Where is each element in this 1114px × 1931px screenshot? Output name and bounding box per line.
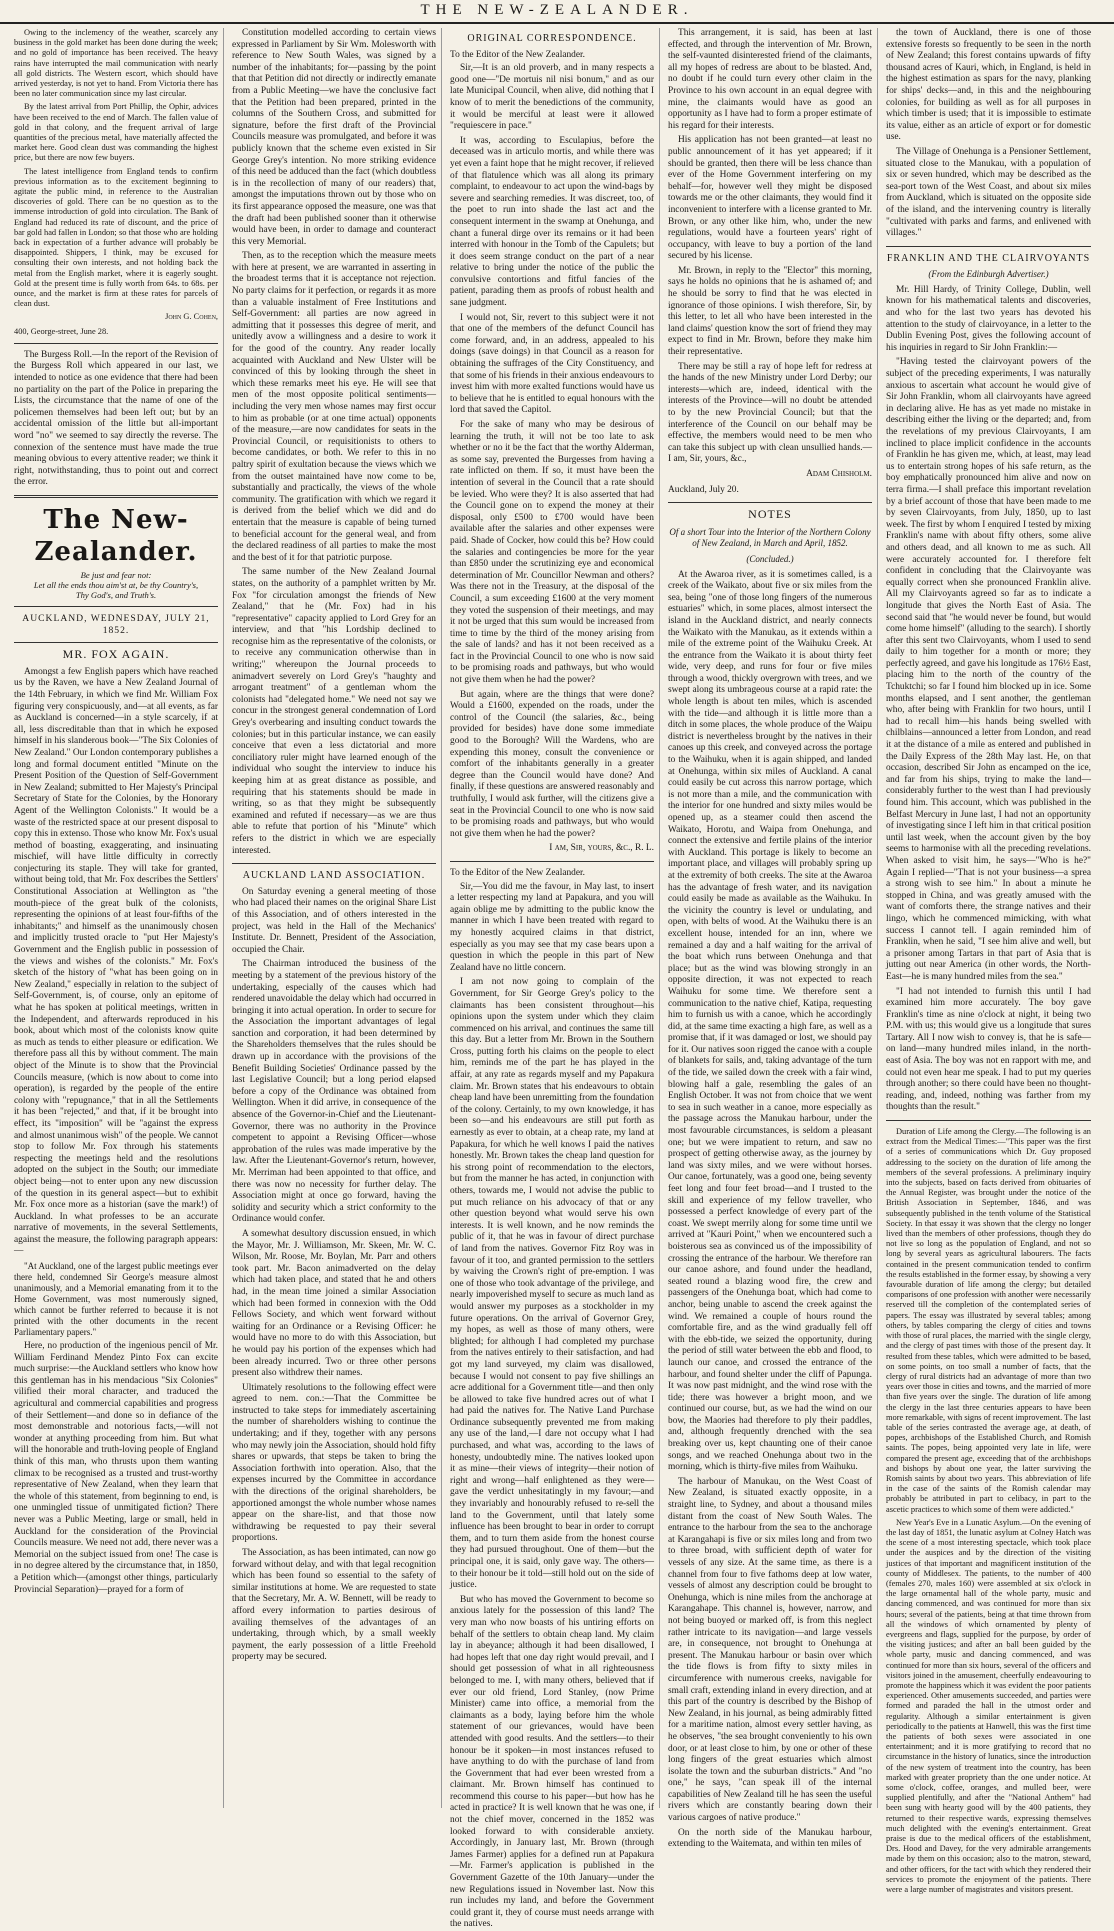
article-paragraph: Then, as to the reception which the measure meets with here at present, we are warranted in asserting in the broadest terms that it is acceptance not rejection. No party claims for it perfection, or regards it as more than a valuable instalment of Free Institutions and Self-Government: all parties are now agreed in admitting that it possesses this degree of merit, and unitedly avow a willingness and a desire to work it for the good of the country. Any reader locally acquainted with Auckland and New Ulster will be convinced of this by looking through the sheet in which these remarks meet his eye. He will see that men of the most opposite political sentiments—including the very men whose names may first occur to him as probable (or at one time actual) opponents of the measure,—are now candidates for seats in the Provincial Council, or requisitionists to others to become candidates, or both. We refer to this in no paltry spirit of exultation because the views which we from the outset maintained have now come to be, substantially and practically, the views of the whole community. The gratification with which we regard it is derived from the belief which we did and do entertain that the measure is capable of being turned to beneficial account for the general weal, and from the declared readiness of all parties to make the most and the best of it for that patriotic purpose. xyxy=(232,251,436,563)
article-paragraph: "Having tested the clairvoyant powers of the subject of the preceding experiments, I was naturally anxious to ascertain what account he would give of Sir John Franklin, whom all clairvoyants have agreed in declaring alive. He has as yet made no mistake in describing either the living or the departed; and, from the revelations of my previous Clairvoyants, I am inclined to place implicit confidence in the accounts of Franklin he has given me, which, at least, may lead us to entertain strong hopes of his safe return, as the boy emphatically pronounced him alive and now on terra firma.—I shall preface this important revelation by a brief account of those that have been made to me by seven Clairvoyants, from July, 1850, up to last week. The first by whom I enquired I tested by mixing Franklin's name with about fifty others, some alive and others dead, and all known to me as such. All were accurately accounted for. I therefore felt confident in concluding that the Clairvoyante was equally correct when she pronounced Franklin alive. All my Clairvoyants agreed so far as to indicate a longitude that gives the North East of Asia. The second said that "he would never be found, but would come home himself" (alluding to the search). I shortly after this sent two Clairvoyants, whom I used to send daily to him together for a month or more; they perfectly agreed, and gave his longitude as 176½ East, placing him to the north of the country of the Tchuktchi; so far I found him blocked up in ice. Some months elapsed, and I sent another, the gentleman who, after being with Franklin for two hours, until I had to recall him—his hands being swelled with chilblains—announced a letter from London, and read it at the distance of a mile as entered and published in the Daily Express of the 28th May last. He, on that occasion, described Sir John as encamped on the ice, and far from his ships, trying to make the land—considerably further to the west than I had previously found him. This account, which was published in the Belfast Mercury in June last, I had not an opportunity of investigating since I left him in that critical position until last week, when the account given by the boy seems to harmonise with all the preceding revelations. When asked to visit him, he says—"Who is he?" Again I replied—"That is not your business—a sprea a strong wish to see him." In about a minute he stopped in China, and was greatly amused with the want of comforts there, the strange natives and their lingo, which he commenced mimicking, with what success I cannot tell. I again reminded him of Franklin, when he said, "I see him alive and well, but a prisoner among Tartars in that part of Asia that is jutting out near America (in other words, the North-East—he is many hundred miles from the sea." xyxy=(886,357,1091,982)
burgess-roll-paragraph: The Burgess Roll.—In the report of the Revision of the Burgess Roll which appeared in our last, we intended to notice as one evidence that there had been no partiality on the part of the Police in preparing the Lists, the circumstance that the name of one of the policemen themselves had been left out; but by an accidental omission of the little but all-important word "no" we seemed to say directly the reverse. The connexion of the sentence must have made the true meaning obvious to every attentive reader; we think it right, notwithstanding, thus to point out and correct the error. xyxy=(14,349,218,488)
gold-paragraph: The latest intelligence from England tends to confirm previous information as to the excitement beginning to agitate the public mind, in reference to the Australian discoveries of gold. There can be no question as to the immense introduction of gold into circulation. The Bank of England had reduced its rate of discount, and the price of bar gold had fallen in London; so that those who are holding back in expectation of a further advance will probably be disappointed. Shippers, I think, may be excused for consulting their own interests, and not holding back the metal from the English market, where it is eagerly sought. Gold at the present time is fully worth from 64s. to 68s. per ounce, and the market is firm at these rates for parcels of clean dust. xyxy=(14,166,218,309)
divider xyxy=(14,606,218,607)
column-4 xyxy=(668,28,878,1850)
gold-report xyxy=(14,28,218,337)
column-2 xyxy=(232,28,442,1808)
letter-signature: Adam Chisholm. xyxy=(806,468,872,479)
divider xyxy=(14,495,218,498)
article-heading: AUCKLAND LAND ASSOCIATION. xyxy=(242,870,426,882)
letter-paragraph: I would not, Sir, revert to this subject were it not that one of the members of the defunct Council has come forward, and, in an address, appealed to his doings (save doings) in that Council as a reason for obtaining the suffrages of the City Constituency, and that some of his friends in their anxious endeavours to invest him with more exalted functions would have us to believe that he is entitled to equal honours with the lord that saved the Capitol. xyxy=(450,312,654,416)
article-paragraph: Amongst a few English papers which have reached us by the Raven, we have a New Zealand Journal of the 14th February, in which we find Mr. William Fox figuring very conspicuously, and—at all events, as far as Auckland is concerned—in a style scarcely, if at all, less discreditable than that in which he exposed himself in his slanderous book—"The Six Colonies of New Zealand." Our London contemporary publishes a long and formal document entitled "Minute on the Present Position of the Question of Self-Government in New Zealand; submitted to Her Majesty's Principal Secretary of State for the Colonies, by the Honorary Agent of the Wellington Colonists." It would be a waste of the restricted space at our present disposal to copy this in extenso. Those who know Mr. Fox's usual method of boasting, exaggerating, and insinuating mischief, will have little difficulty in correctly conjecturing its staple. They will take for granted, without being told, that Mr. Fox describes the Settlers' Constitutional Association at Wellington as "the mouth-piece of the great bulk of the colonists, representing the opinions of at least four-fifths of the inhabitants;" and himself as the unanimously chosen and implicitly trusted oracle to "put Her Majesty's Government and the English public in possession of the views and wishes of the colonists." Mr. Fox's sketch of the history of "what has been going on in New Zealand," especially in relation to the subject of Self-Government, is, of course, only an epitome of what he has spoken at political meetings, written in the Independent, and afterwards reproduced in his book, about which most of the colonists know quite as much as tends to either pleasure or edification. We therefore pass all this by without comment. The main object of the Minute is to show that the Provincial Councils measure, (which is now about to come into operation), is regarded by the people of the entire colony with "repugnance," that in all the Settlements it has been "rejected," and that, if it be brought into effect, its "imposition" will be "against the express and almost unanimous wish" of the people. We cannot stop to follow Mr. Fox through his statements respecting the meetings held and the resolutions adopted on the subject in the South; our immediate object being—not to enter upon any new discussion of the question in its general aspect—but to exhibit Mr. Fox once more as a historian (save the mark!) of Auckland. In what professes to be an accurate narrative of movements, in the several Settlements, against the measure, the following paragraph appears:— xyxy=(14,666,218,1257)
letter-paragraph: Sir,—You did me the favour, in May last, to insert a letter respecting my land at Papakura, and you will again oblige me by admitting to the public know the manner in which I have been treated with regard to my honestly acquired claims in that district, especially as you may see that my case bears upon a question in which the people in this part of New Zealand have no little concern. xyxy=(450,881,654,973)
article-paragraph: the town of Auckland, there is one of those extensive forests so frequently to be seen in the north of New Zealand; this forest contains upwards of fifty thousand acres of Kauri, which, in England, is held in the highest estimation as spars for the navy, planking for ships' decks—and, in this and the neighbouring colonies, for building as well as for all purposes in which timber is used; that it is impossible to estimate its value, either as an article of export or for domestic use. xyxy=(886,28,1091,143)
article-paragraph: A somewhat desultory discussion ensued, in which the Mayor, Mr. J. Williamson, Mr. Skeen, Mr. W. C. Wilson, Mr. Roose, Mr. Boylan, Mr. Parr and others took part. Mr. Bacon animadverted on the delay which had taken place, and stated that he and others had, in the mean time joined a similar Association which had been formed in connexion with the Odd Fellows Society, and which went forward without waiting for an Ordinance or a Revising Officer: he would have no more to do with this Association, but he would pay his portion of the expenses which had been already incurred. Two or three other persons present also withdrew their names. xyxy=(232,1228,436,1379)
article-paragraph: On the north side of the Manukau harbour, extending to the Waitemata, and within ten miles of xyxy=(668,1827,872,1850)
section-heading: NOTES xyxy=(748,507,792,522)
motto-line: Thy God's, and Truth's. xyxy=(75,590,157,601)
divider xyxy=(886,246,1091,247)
divider xyxy=(232,863,436,864)
letter-paragraph: Sir,—It is an old proverb, and in many respects a good one—"De mortuis nil nisi bonum," and as our late Municipal Council, when alive, did nothing that I know of to merit the benedictions of the community, it would be merciful at least were it allowed "requiescere in pace." xyxy=(450,63,654,132)
divider xyxy=(450,861,654,862)
article-paragraph: Ultimately resolutions to the following effect were agreed to nem. con.:—That the Committee be instructed to take steps for immediately ascertaining the number of shareholders wishing to continue the undertaking; and if they, together with any persons who may newly join the Association, should hold fifty shares or upwards, that steps be taken to bring the Association forthwith into operation. Also, that the expenses incurred by the Committee in accordance with the directions of the original shareholders, be apportioned amongst the whole number whose names appear on the share-list, and that those now withdrawing be requested to pay their several proportions. xyxy=(232,1382,436,1544)
letter-salutation: To the Editor of the New Zealander. xyxy=(450,49,585,60)
article-paragraph: Constitution modelled according to certain views expressed in Parliament by Sir Wm. Molesworth with reference to New South Wales, was signed by a number of the inhabitants; for—passing by the point that that Petition did not directly or indirectly emanate from a Public Meeting—we have the conclusive fact that the Petition had been prepared, printed in the columns of the Southern Cross, and submitted for signature, before the first draft of the Provincial Councils measure was promulgated, and before it was publicly known that the scheme even existed in Sir George Grey's intention. No more striking evidence of this need be adduced than the fact (which doubtless is in the recollection of many of our readers) that, amongst the imputations thrown out by those who on its first appearance opposed the measure, one was that the draft had been published sooner than it otherwise would have been, in order to damage and counteract this very Memorial. xyxy=(232,28,436,247)
column-3 xyxy=(450,28,660,1930)
letter-paragraph: It was, according to Esculapius, before the deceased was in articulo mortis, and while there was yet even a faint hope that he might recover, if relieved of that flatulence which was all along its primary complaint, to endeavour to act upon the wind-bags by severe and searching remedies. It was discreet, too, of the poet to run into shade the last act and the consequent interment in the swamp at Onehunga, and chant a funeral dirge over its remains or it had been interred with honour in the Tomb of the Capulets; but it does seem strange conduct on the part of a near relative to bring under the notice of the public the convulsive contortions and fitful fancies of the patient, parading them as proofs of robust health and sane judgment. xyxy=(450,135,654,309)
divider xyxy=(886,1120,1091,1121)
article-paragraph: New Year's Eve in a Lunatic Asylum.—On the evening of the last day of 1851, the lunatic asylum at Colney Hatch was the scene of a most interesting spectacle, which took place under the auspices and by the direction of the visiting justices of that important and magnificent institution of the county of Middlesex. The patients, to the number of 400 (females 270, males 160) were assembled at six o'clock in the large ornamental hall of the whole party, music and dancing commenced, and was continued for more than six hours; several of the patients, being at that time thrown from all the windows of which ornamented by plenty of evergreens and flags, supplied for the purpose, by order of the visiting justices; and after an ball been guided by the whole party, music and dancing commenced, and was continued for more than six hours, several of the officers and visitors joined in the amusement, cheerfully endeavouring to promote the happiness which it was evident the poor patients experienced. Other amusements succeeded, and parties were formed and paraded the hall in the utmost order and regularity. Although a similar entertainment is given periodically to the patients at Hanwell, this was the first time the patients of both sexes were associated in one entertainment; and it is more gratifying to record that no circumstance in the history of lunatics, since the introduction of the new system of treatment into the country, has been marked with greater propriety than the one under notice. At some o'clock, coffee, oranges, and mulled beer, were supplied plentifully, and after the "National Anthem" had been sung with hearty good will by the 400 patients, they returned to their respective wards, expressing themselves much delighted with the evening's entertainment. Great praise is due to the medical officers of the establishment, Drs. Hood and Davey, for the very admirable arrangements made by them on this occasion; also to the matron, steward, and other officers, for the tact with which they rendered their services to promote the enjoyment of the patients. There were a large number of magistrates and visitors present. xyxy=(886,1517,1091,1895)
letter-salutation: To the Editor of the New Zealander. xyxy=(450,867,585,878)
article-paragraph: "I had not intended to furnish this until I had examined him more accurately. The boy gave Franklin's time as nine o'clock at night, it being two P.M. with us; this would give us a longitude that sures Tartary. All I now wish to convey is, that he is safe—on land—many hundred miles inland, in the north-east of Asia. The boy was not en rapport with me, and could not even hear me speak. I had to put my queries through another; so there could have been no thought-reading, and, indeed, nothing was farther from my thoughts than the result." xyxy=(886,986,1091,1113)
letter-paragraph: But who has moved the Government to become so anxious lately for the possession of this land? The very man who now boasts of his untiring efforts on behalf of the settlers to obtain cheap land. My claim lay in abeyance; although it had been disallowed, I had hopes left that one day right would prevail, and I should get possession of what in all righteousness belonged to me. I, with many others, believed that if ever our old friend, Lord Stanley, (now Prime Minister) came into office, a memorial from the claimants as a body, laying before him the whole statement of our grievances, would have been attended with good results. And the settlers—to their honour be it spoken—in most instances refused to have anything to do with the purchase of land from the Government that had ever been wrested from a claimant. Mr. Brown himself has continued to recommend this course to his paper—but how has he acted in practice? It is well known that he was one, if not the chief mover, concerned in the 1852 was looked forward to with considerable anxiety. Accordingly, in January last, Mr. Brown (through James Farmer) applies for a defined run at Papakura—Mr. Farmer's application is published in the Government Gazette of the 10th January—under the new Regulations issued in November last. Now this run includes my land, and before the Government could grant it, they of course must needs arrange with the natives. xyxy=(450,1594,654,1930)
nameplate: The New-Zealander. xyxy=(34,505,198,568)
letter-paragraph: This arrangement, it is said, has been at last effected, and through the intervention of Mr. Brown, the self-vaunted disinterested friend of the claimants, all my hopes of redress are about to be blasted. And, no doubt if he could turn every other claim in the Province to his own account in an equal degree with mine, the claimants would have as good an opportunity as I have had to form a proper estimate of his regard for their interests. xyxy=(668,28,872,131)
article-paragraph: At the Awaroa river, as it is sometimes called, is a creek of the Waikato, about five or six miles from the sea, being "one of those long fingers of the numerous estuaries" which, in some places, almost intersect the island in the Auckland district, and nearly connects the Waikato with the Manukau, as it extends within a mile of the extreme point of the Waihuku Creek. At the entrance from the Waikato it is about thirty feet wide, very deep, and runs for four or five miles through a wood, thickly overgrown with trees, and we swept along its umbrageous course at a rapid rate: the whole length is about ten miles, which is ascended with the tide—and although it is little more than a ditch in some places, the whole produce of the Waipu district is nevertheless brought by the natives in their canoes up this creek, and conveyed across the portage to the Waihuku, when it is again shipped, and landed at Onehunga, within six miles of Auckland. A canal could easily be cut across this narrow portage, which is not more than a mile, and the communication with the interior for one hundred and sixty miles would be opened up, as a steamer could then ascend the Waikato, Horotu, and Waipa from Onehunga, and connect the extensive and fertile plains of the interior with Auckland. This portage is likely to become an important place, and villages will probably spring up at the extremity of both creeks. The site at the Awaroa has the advantage of fresh water, and its navigation could easily be made as available as the Waihuku. In the vicinity the country is level or undulating, and open, with belts of wood. At the Waihuku there is an excellent house, intended for an inn, where we remained a day and a half waiting for the arrival of the boat which runs between Onehunga and that place; but as the wind was blowing strongly in an opposite direction, it was not expected to reach Waihuku for some time. We therefore sent a communication to the native chief, Katipa, requesting him to furnish us with a canoe, which he accordingly did, at the same time exacting a high fare, as well as a promise that, if it was damaged or lost, we should pay for it. Our natives soon rigged the canoe with a couple of blankets for sails, and, taking advantage of the turn of the tide, we sailed down the creek with a fair wind, blowing half a gale, resembling the gales of an English October. It was not from choice that we went to sea in such weather in a canoe, more especially as the passage across the Manukau harbour, under the most favourable circumstances, is seldom a pleasant one; but we were impatient to return, and saw no prospect of getting otherwise away, as the journey by land was sixty miles, and we were without horses. Our canoe, fortunately, was a good one, being seventy feet long and four feet broad—and I trusted to the skill and experience of my fellow traveller, who possessed a perfect knowledge of every part of the coast. We swept merrily along for some time until we arrived at "Kauri Point," when we encountered such a boisterous sea as convinced us of the impossibility of crossing the entrance of the harbour. We therefore ran our canoe ashore, and found under the headland, seated round a blazing wood fire, the crew and passengers of the Onehunga boat, which had come to anchor, being unable to ascend the creek against the wind. We remained a couple of hours round the comfortable fire, and as the wind gradually fell off with the ebb-tide, we seized the opportunity, during the period of still water between the ebb and flood, to launch our canoe, and crossed the entrance of the harbour, and found shelter under the cliff of Papunga. It was now past midnight, and the wind rose with the tide; there was however a bright moon, and we continued our course, but, as we had the wind on our bow, the Maories had therefore to ply their paddles, and, although frequently drenched with the sea breaking over us, kept chaunting one of their canoe songs, and we reached Onehunga about two in the morning, which is thirty-five miles from Waihuku. xyxy=(668,569,872,1473)
letter-paragraph: There may be still a ray of hope left for redress at the hands of the new Ministry under Lord Derby; our interests—which are, indeed, identical with the interests of the Province—will no doubt be attended to by the new Provincial Council; but that the interference of the Council on our behalf may be effective, the members would need to be men who can take this subject up with clean unsullied hands.—I am, Sir, yours, &c., xyxy=(668,361,872,465)
column-1 xyxy=(14,28,224,1808)
section-subtitle: Of a short Tour into the Interior of the Northern Colony of New Zealand, in March and April, 1852. xyxy=(669,526,871,549)
article-paragraph: The Chairman introduced the business of the meeting by a statement of the previous history of the undertaking, especially of the causes which had rendered unavoidable the delay which had occurred in bringing it into actual operation. In order to secure for the Association the important advantages of legal sanction and corporation, it had been determined by the Shareholders themselves that the rules should be drawn up in accordance with the provisions of the Benefit Building Societies' Ordinance passed by the last Legislative Council; but a long period elapsed before a copy of the Ordinance was obtained from Wellington. When it did arrive, in consequence of the absence of the Governor-in-Chief and the Lieutenant-Governor, there was no authority in the Province competent to appoint a Revising Officer—whose approbation of the rules was made imperative by the law. After the Lieutenant-Governor's return, however, Mr. Merriman had been appointed to that office, and there was now no necessity for further delay. The Association might at once go forward, having the solidity and security which a strict conformity to the Ordinance would confer. xyxy=(232,959,436,1225)
article-paragraph: On Saturday evening a general meeting of those who had placed their names on the original Share List of this Association, and of others interested in the project, was held in the Hall of the Mechanics' Institute. Dr. Bennett, President of the Association, occupied the Chair. xyxy=(232,886,436,955)
gold-address: 400, George-street, June 28. xyxy=(14,326,109,336)
masthead: THE NEW-ZEALANDER. xyxy=(0,0,1114,24)
letter-paragraph: Mr. Brown, in reply to the "Elector" this morning, says he holds no opinions that he is ashamed of; and he should be sorry to find that he was elected in ignorance of those opinions. I wish therefore, Sir, by this letter, to let all who have been interested in the land claims' question know the sort of friend they may expect to find in Mr. Brown, before they make him their representative. xyxy=(668,265,872,358)
letter-paragraph: But again, where are the things that were done? Would a £1600, expended on the roads, under the control of the Council (the salaries, &c., being provided for besides) have done some immediate good to the Borough? Will the Wardens, who are expending this money, consult the convenience or comfort of the inhabitants generally in a greater degree than the Council would have done? And finally, if these questions are answered reasonably and truthfully, I would ask further, will the citizens give a seat in the Provincial Council to one who is now said to be promising roads and pathways, but who would not give them when he had the power? xyxy=(450,689,655,839)
column-5 xyxy=(886,28,1096,1895)
article-heading: MR. FOX AGAIN. xyxy=(62,647,170,662)
letter-signature: I am, Sir, yours, &c., R. L. xyxy=(549,843,654,854)
divider xyxy=(668,502,872,503)
concluded-note: (Concluded.) xyxy=(746,553,794,564)
article-paragraph: The harbour of Manukau, on the West Coast of New Zealand, is situated exactly opposite, in a straight line, to Sydney, and about a thousand miles distant from the coast of New South Wales. The entrance to the harbour from the sea to the anchorage at Karangahapi is five or six miles long and from two to three broad, with sufficient depth of water for vessels of any size. At the same time, as there is a channel from four to five fathoms deep at low water, vessels of almost any description could be brought to Onehunga, which is nine miles from the anchorage at Karangahape. This channel is, however, narrow, and not being buoyed or marked off, is from this neglect rather intricate to its navigation—and large vessels are, in consequence, not brought to Onehunga at present. The Manukau harbour or basin over which the tide flows is from fifty to sixty miles in circumference with numerous creeks, navigable for small craft, extending inland in every direction, and at this part of the country is described by the Bishop of New Zealand, in his journal, as being admirably fitted for a maritime nation, almost every settler having, as he observes, "the sea brought conveniently to his own door, or at least close to him, by one or other of these long fingers of the great estuaries which almost isolate the town and the suburban districts." And "no one," he says, "can speak ill of the internal capabilities of New Zealand till he has seen the useful rivers which are constantly bearing down their various cargoes of native produce." xyxy=(668,1476,872,1824)
letter-paragraph: His application has not been granted—at least no public announcement of it has yet appeared; if it should be granted, then there will be less chance than ever of the Home Government interfering on my behalf—for, however well they might be disposed towards me or the other claimants, they would find it inconvenient to interfere with a license granted to Mr. Brown, or any other like him, who, under the new regulations, would have a fourteen years' right of occupancy, with leave to buy a portion of the land secured by his license. xyxy=(668,135,872,262)
motto-line: Let all the ends thou aim'st at, be thy Country's, xyxy=(33,580,199,591)
article-paragraph: The same number of the New Zealand Journal states, on the authority of a pamphlet written by Mr. Fox "for circulation amongst the friends of New Zealand," that he (Mr. Fox) had in his "representative" capacity applied to Lord Grey for an interview, and that "his Lordship declined to recognise him as the representative of the colonists, or to receive any communication otherwise than in writing;" whereupon the Journal proceeds to animadvert severely on Lord Grey's "haughty and arrogant treatment" of a gentleman whom the colonists had "delegated home." We need not say we concur in the strongest general condemnation of Lord Grey's overbearing and insulting conduct towards the colonies; but in this particular instance, we can easily conceive that even a less dictatorial and more conciliatory ruler might have learned enough of the individual who sought the interview to induce his keeping him at as great distance as possible, and requiring that his statements should be made in writing, so as that they might be subsequently examined and refuted if necessary—as we are thus able to refute that portion of his "Minute" which refers to the district in which we are especially interested. xyxy=(232,567,436,856)
article-quote: "At Auckland, one of the largest public meetings ever there held, condemned Sir George's measure almost unanimously, and a Memorial emanating from it to the Home Government, was most numerously signed, which cannot be further referred to because it is not printed with the other documents in the recent Parliamentary papers." xyxy=(14,1261,218,1338)
article-paragraph: The Village of Onehunga is a Pensioner Settlement, situated close to the Manukau, with a population of six or seven hundred, which may be described as the sea-port town of the West Coast, and about six miles from Auckland, which is situated on the opposite side of the island, and the intervening country is literally "cultivated with parks and farms, and enlivened with villages." xyxy=(886,146,1091,239)
article-heading: FRANKLIN AND THE CLAIRVOYANTS xyxy=(886,252,1091,264)
gold-paragraph: By the latest arrival from Port Phillip, the Ophir, advices have been received to the end of March. The fallen value of gold in that colony, and the frequent arrival of large quantities of the precious metal, have materially affected the market here. Good clean dust was commanding the highest price, but there are now few buyers. xyxy=(14,102,218,163)
article-source: (From the Edinburgh Advertiser.) xyxy=(928,269,1049,280)
motto-line: Be just and fear not: xyxy=(80,570,152,581)
section-heading: ORIGINAL CORRESPONDENCE. xyxy=(467,33,637,44)
article-paragraph: Here, no production of the ingenious pencil of Mr. William Ferdinand Mendez Pinto Fox can excite much surprise:—the Auckland settlers who know how this gentleman has in his mendacious "Six Colonies" vilified their moral character, and traduced the agricultural and commercial capabilities and progress of their Settlement—and done so in defiance of the most demonstrable and notorious facts,—will not wonder at anything proceeding from him. But what will the honorable and truth-loving people of England think of this man, who thrusts upon them wanting climax to be recognised as a trusted and trust-worthy representative of New Zealand, when they learn that the whole of this statement, from beginning to end, is one unmingled tissue of unmitigated fiction? There never was a Public Meeting, large or small, held in Auckland for the consideration of the Provincial Councils measure. We need not add, there never was a Memorial on the subject issued from one! The case is in no degree altered by the circumstance that, in 1850, a Petition which—(amongst other things, particularly Provincial Separation)—prayed for a form of xyxy=(14,1341,218,1595)
letter-paragraph: I am not now going to complain of the Government, for Sir George Grey's policy to the claimants has been consistent throughout—his opinions upon the system under which they claim commenced on his arrival, and continues the same till this day. But a letter from Mr. Brown in the Southern Cross, putting forth his claims on the people to elect him, reminds me of the part he has played in the affair, at any rate as regards myself and my Papakura claim. Mr. Brown states that his endeavours to obtain cheap land have been unremitting from the foundation of the colony. Certainly, to my own knowledge, it has been so—and his endeavours are still put forth as earnestly as ever to obtain, at a cheap rate, my land at Papakura, for which he well knows I paid the natives honestly. Mr. Brown takes the cheap land question for his strong point of recommendation to the electors, but from the manner he has acted, in conjunction with others, towards me, I would not advise the public to put much reliance on his advocacy of that or any other question beyond what would serve his own interests. It is well known, and he now reminds the public of it, that he was in favour of direct purchase of land from the natives. Governor Fitz Roy was in favour of it too, and granted permission to the settlers by waiving the Crown's right of pre-emption. I was one of those who took advantage of the privilege, and nearly impoverished myself to secure as much land as would answer my purposes as a stockholder in my future operations. On the arrival of Governor Grey, my hopes, as well as those of many others, were blighted; for although I had completed my purchase from the natives entirely to their satisfaction, and had got my land surveyed, my claim was disallowed, because I would not consent to pay five shillings an acre additional for a Government title—and then only be allowed to take five hundred acres out of what I had paid the natives for. The Native Land Purchase Ordinance subsequently prevented me from making any use of the land,—I dare not occupy what I had purchased, and what was, according to the laws of honesty, undoubtedly mine. The natives looked upon it as mine—their views of integrity—their notion of right and wrong—half enlightened as they were—gave the verdict unhesitatingly in my favour;—and they invariably and honourably refused to re-sell the land to the Government, until that lately some influence has been brought to bear in order to corrupt them, and to turn them aside from the honest course they had pursued throughout. One of them—but the principal one, it is said, only gave way. The others—to their honour be it told—still hold out on the side of justice. xyxy=(450,977,654,1591)
article-paragraph: Duration of Life among the Clergy.—The following is an extract from the Medical Times:—"This paper was the first of a series of communications which Dr. Guy proposed addressing to the society on the duration of life among the members of the several professions. A preliminary inquiry into the subjects, based on facts derived from obituaries of the Annual Register, was brought under the notice of the British Association in September, 1846, and was subsequently published in the tenth volume of the Statistical Society. In that essay it was shown that the clergy no longer lived than the members of other professions, though they do not live so long as the population of England, and not so long by several years as agricultural labourers. The facts contained in the present communication tended to confirm the results established in the former essay, by showing a very favourable duration of life among the clergy; but detailed comparisons of one profession with another were necessarily reserved till the completion of the contemplated series of papers. The essay was illustrated by several tables; among others, by tables comparing the clergy of cities and towns with those of rural places, the married with the single clergy, and the clergy of past times with those of the present day. It resulted from these tables, which were admitted to be based, on some points, on too small a number of facts, that the clergy of rural districts had an advantage of more than two years over those in cities and towns, and the married of more than five years over the single. The duration of life among the clergy in the last three centuries appears to have been more remarkable, with signs of recent improvement. The last table of the series contrasted the average age, at death, of popes, archbishops of the Established Church, and Romish saints. The popes, being appointed very late in life, were compared the present age, exceeding that of the archbishops and bishops by about one year, the latter surviving the Romish saints by about two years. This abbreviation of life in the case of the saints of the Romish calendar may probably be attributed in part to celibacy, in part to the ascetic practices to which some of them were addicted." xyxy=(886,1127,1091,1514)
gold-signature: John G. Cohen, xyxy=(165,312,218,322)
divider xyxy=(14,642,218,643)
article-paragraph: Mr. Hill Hardy, of Trinity College, Dublin, well known for his mathematical talents and discoveries, and who for the last two years has devoted his attention to the study of clairvoyance, in a letter to the Dublin Evening Post, gives the following account of his inquiries in regard to Sir John Franklin:— xyxy=(886,284,1091,353)
gold-paragraph: Owing to the inclemency of the weather, scarcely any business in the gold market has been done during the week; and no gold of importance has been received. The heavy rains have interrupted the mail communication with nearly all gold districts. The Western escort, which should have arrived yesterday, is not yet to hand. From Victoria there has been no later communication since my last circular. xyxy=(14,28,218,99)
letter-date: Auckland, July 20. xyxy=(668,484,739,495)
article-paragraph: The Association, as has been intimated, can now go forward without delay, and with that legal recognition which has been found so essential to the safety of similar institutions at home. We are requested to state that the Secretary, Mr. A. W. Bennett, will be ready to afford every information to parties desirous of availing themselves of the advantages of an undertaking, through which, by a small weekly payment, the early possession of a little Freehold property may be secured. xyxy=(232,1548,436,1663)
letter-paragraph: For the sake of many who may be desirous of learning the truth, it will not be too late to ask whether or no it be the fact that the worthy Alderman, as some say, prevented the Burgesses from having a rate inflicted on them. If so, it must have been the intention of several in the Council that a rate should be levied. Who were they? It is also asserted that had the Council gone on to expend the money at their disposal, only £500 to £700 would have been available after the salaries and other expenses were paid. Shade of Cocker, how could this be? How could the salaries and contingencies be more for the year than £850 under the scrutinizing eye and economical determination of Mr. Councillor Newman and others? Was there not in the Treasury, at the disposal of the Council, a sum exceeding £1600 at the very moment they voted the suspension of their meetings, and may it not be urged that this sum would be increased from time to time by the third of the money arising from the sale of lands? and has it not been received as a fact in the Provincial Council to one who is now said to be promising roads and pathways, but who would not give them when he had the power? xyxy=(450,420,654,686)
dateline: AUCKLAND, WEDNESDAY, JULY 21, 1852. xyxy=(22,613,210,636)
page-columns xyxy=(14,28,1100,1930)
divider xyxy=(14,343,218,344)
